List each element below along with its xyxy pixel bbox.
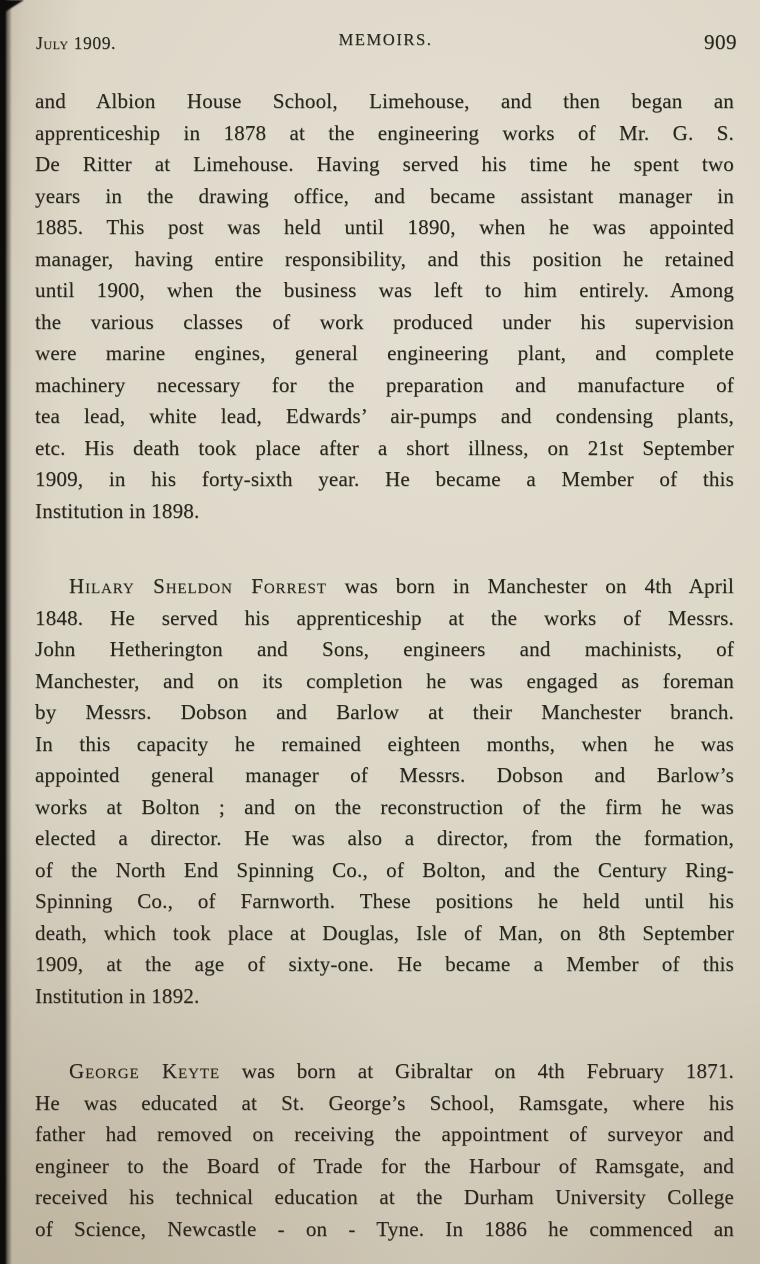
page-header — [36, 30, 737, 55]
text-line: Manchester, and on its completion he was engaged as foreman — [35, 668, 734, 693]
text-line: Spinning Co., of Farnworth. These positions he held until his — [35, 889, 734, 913]
text-line: years in the drawing office, and became assistant manager in — [35, 183, 734, 208]
text-line: and Albion House School, Limehouse, and then began an — [35, 89, 734, 113]
memoir-subject-name: George Keyte — [69, 1059, 220, 1083]
text-line: John Hetherington and Sons, engineers and machinists, of — [35, 637, 734, 661]
text-line: In this capacity he remained eighteen months, when he was — [35, 731, 734, 756]
text-line: of the North End Spinning Co., of Bolton, and the Century Ring- — [35, 857, 734, 882]
text-line: manager, having entire responsibility, and this position he retained — [35, 246, 734, 271]
scan-edge-shadow — [0, 0, 12, 1264]
scan-corner-artifact — [0, 0, 24, 15]
text-line: appointed general manager of Messrs. Dobson and Barlow’s — [35, 763, 734, 787]
text-line: father had removed on receiving the appointment of surveyor and — [35, 1122, 734, 1146]
memoir-paragraph-forrest — [35, 571, 734, 1012]
text-line — [35, 1056, 734, 1088]
text-line: elected a director. He was also a director, from the formation, — [35, 826, 734, 850]
text-line: by Messrs. Dobson and Barlow at their Manchester branch. — [35, 700, 734, 724]
text-line — [35, 571, 734, 603]
memoir-subject-name: Hilary Sheldon Forrest — [69, 574, 327, 598]
running-title: MEMOIRS. — [338, 30, 433, 49]
text-line: Institution in 1898. — [35, 498, 200, 523]
text-line: tea lead, white lead, Edwards’ air-pumps and condensing plants, — [35, 404, 734, 428]
text-line: the various classes of work produced under his supervision — [35, 309, 734, 334]
text-line-rest: was born in Manchester on 4th April — [344, 574, 734, 598]
text-line: works at Bolton ; and on the reconstruction of the firm he was — [35, 794, 734, 819]
text-line: 1909, at the age of sixty-one. He became a Member of this — [35, 952, 734, 976]
memoir-paragraph-keyte — [35, 1056, 734, 1245]
text-line: 1885. This post was held until 1890, when he was appointed — [35, 215, 734, 239]
page-number: 909 — [704, 30, 737, 54]
text-line: etc. His death took place after a short illness, on 21st September — [35, 435, 734, 460]
text-line: of Science, Newcastle - on - Tyne. In 1886 he commenced an — [35, 1216, 734, 1241]
text-line: De Ritter at Limehouse. Having served his time he spent two — [35, 152, 734, 176]
memoirs-text — [35, 86, 734, 1245]
text-line: were marine engines, general engineering plant, and complete — [35, 341, 734, 365]
text-line: 1909, in his forty-sixth year. He became a Member of this — [35, 467, 734, 491]
text-line: engineer to the Board of Trade for the Harbour of Ramsgate, and — [35, 1153, 734, 1178]
text-line: 1848. He served his apprenticeship at the works of Messrs. — [35, 605, 734, 630]
text-line: death, which took place at Douglas, Isle of Man, on 8th September — [35, 920, 734, 945]
text-line: Institution in 1892. — [35, 983, 200, 1008]
text-line: apprenticeship in 1878 at the engineering works of Mr. G. S. — [35, 120, 734, 145]
memoir-paragraph-continuation — [35, 86, 734, 527]
issue-date: July 1909. — [36, 33, 117, 53]
text-line: until 1900, when the business was left to him entirely. Among — [35, 278, 734, 302]
text-line: machinery necessary for the preparation and manufacture of — [35, 372, 734, 397]
text-line: He was educated at St. George’s School, Ramsgate, where his — [35, 1090, 734, 1115]
text-line-rest: was born at Gibraltar on 4th February 1871. — [241, 1059, 734, 1083]
text-line: received his technical education at the Durham University College — [35, 1185, 734, 1209]
